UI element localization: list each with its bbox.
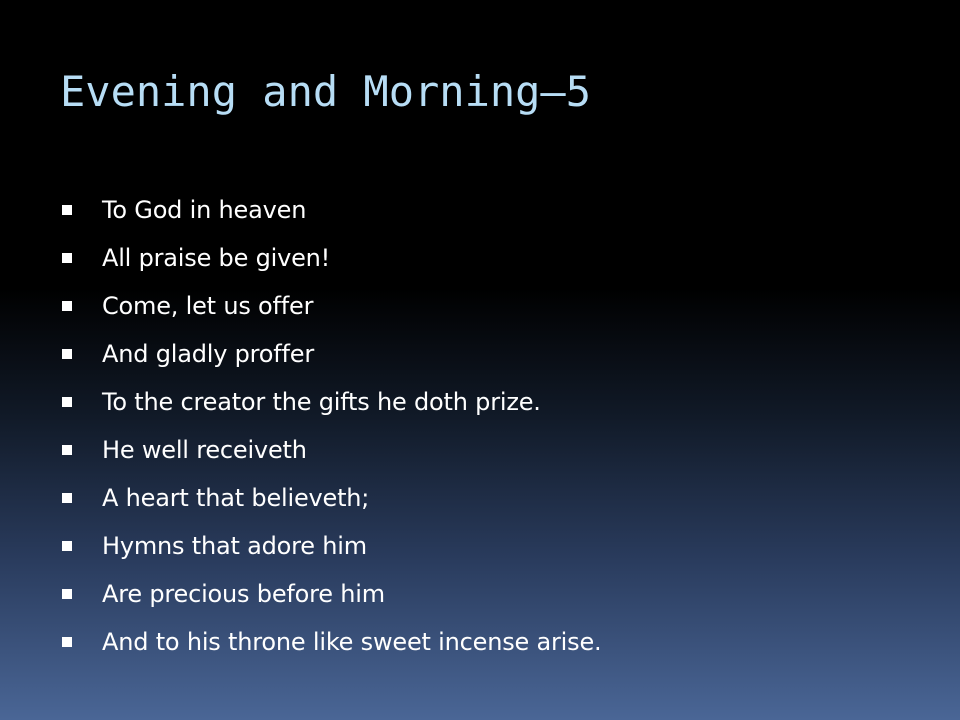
bullet-text: To God in heaven: [102, 196, 307, 224]
list-item: [62, 282, 601, 330]
list-item: [62, 378, 601, 426]
bullet-text: A heart that believeth;: [102, 484, 370, 512]
bullet-text: Come, let us offer: [102, 292, 314, 320]
list-item: [62, 522, 601, 570]
list-item: [62, 234, 601, 282]
square-bullet-icon: [62, 205, 72, 215]
list-item: [62, 426, 601, 474]
list-item: [62, 474, 601, 522]
bullet-text: He well receiveth: [102, 436, 307, 464]
bullet-text: All praise be given!: [102, 244, 331, 272]
square-bullet-icon: [62, 301, 72, 311]
square-bullet-icon: [62, 637, 72, 647]
bullet-text: And to his throne like sweet incense arise.: [102, 628, 602, 656]
square-bullet-icon: [62, 253, 72, 263]
square-bullet-icon: [62, 445, 72, 455]
square-bullet-icon: [62, 349, 72, 359]
list-item: [62, 186, 601, 234]
bullet-text: To the creator the gifts he doth prize.: [102, 388, 541, 416]
bullet-text: And gladly proffer: [102, 340, 315, 368]
list-item: [62, 618, 601, 666]
list-item: [62, 570, 601, 618]
list-item: [62, 330, 601, 378]
square-bullet-icon: [62, 493, 72, 503]
square-bullet-icon: [62, 589, 72, 599]
square-bullet-icon: [62, 397, 72, 407]
bullet-text: Are precious before him: [102, 580, 385, 608]
slide-title: Evening and Morning—5: [60, 67, 592, 116]
square-bullet-icon: [62, 541, 72, 551]
bullet-list: [62, 186, 601, 666]
bullet-text: Hymns that adore him: [102, 532, 367, 560]
